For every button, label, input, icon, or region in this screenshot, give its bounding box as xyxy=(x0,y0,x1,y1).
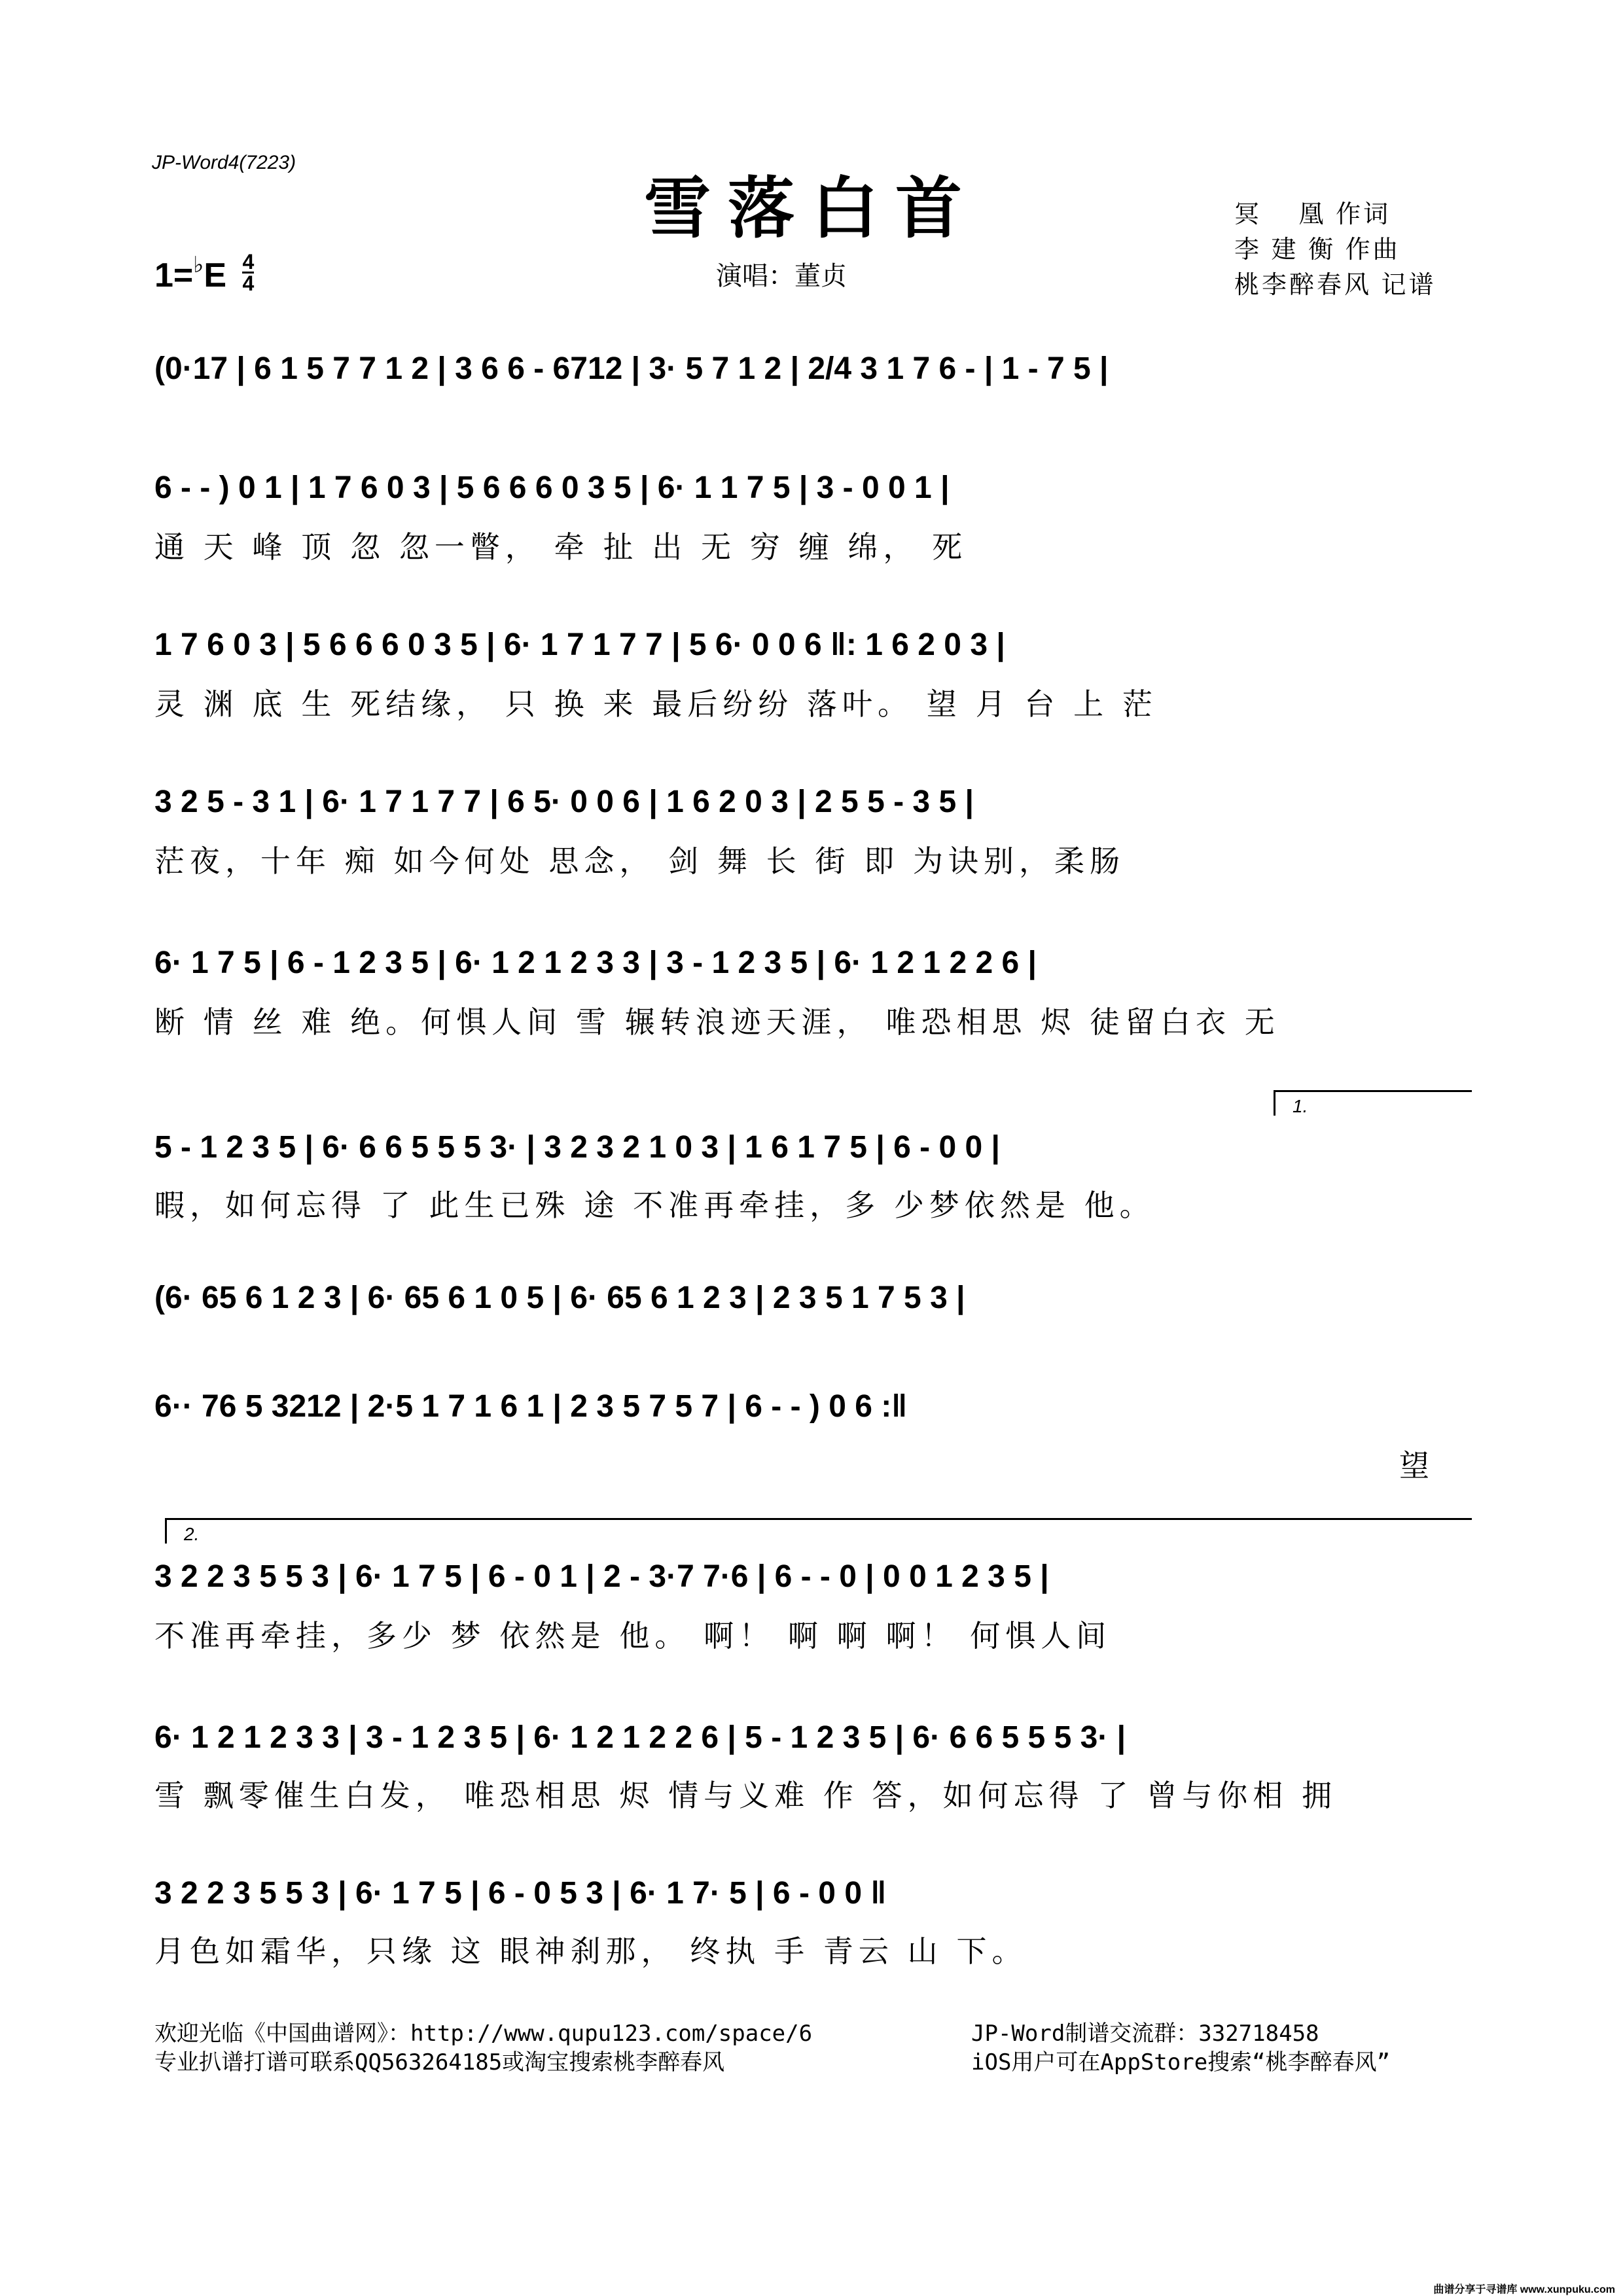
time-denominator: 4 xyxy=(242,272,255,295)
score-row-8-notation: 6·· 76 5 3212 | 2·5 1 7 1 6 1 | 2 3 5 7 5 7 | 6 - - ) 0 6 :‖ xyxy=(154,1389,908,1424)
footer-group: JP-Word制谱交流群：332718458 xyxy=(971,2021,1319,2047)
score-row-11-notation: 3 2 2 3 5 5 3 | 6· 1 7 5 | 6 - 0 5 3 | 6· 1 7· 5 | 6 - 0 0 ‖ xyxy=(154,1876,887,1911)
time-numerator: 4 xyxy=(242,250,255,274)
score-row-1-notation: (0·17 | 6 1 5 7 7 1 2 | 3 6 6 - 6712 | 3· 5 7 1 2 | 2/4 3 1 7 6 - | 1 - 7 5 | xyxy=(154,351,1109,386)
score-row-2-lyrics: 通 天 峰 顶 忽 忽一瞥， 牵 扯 出 无 穷 缠 绵， 死 xyxy=(154,530,968,564)
key-note: E xyxy=(204,256,227,294)
score-row-4-notation: 3 2 5 - 3 1 | 6· 1 7 1 7 7 | 6 5· 0 0 6 | 1 6 2 0 3 | 2 5 5 - 3 5 | xyxy=(154,785,974,819)
volta-bracket-1 xyxy=(1274,1090,1472,1116)
score-row-9-lyrics: 不准再牵挂，多少 梦 依然是 他。 啊！ 啊 啊 啊！ 何惧人间 xyxy=(154,1619,1112,1653)
score-row-10-lyrics: 雪 飘零催生白发， 唯恐相思 烬 情与义难 作 答，如何忘得 了 曾与你相 拥 xyxy=(154,1778,1338,1812)
score-row-5-lyrics: 断 情 丝 难 绝。何惧人间 雪 辗转浪迹天涯， 唯恐相思 烬 徒留白衣 无 xyxy=(154,1005,1280,1039)
score-row-8-lyrics: 望 xyxy=(1399,1449,1435,1483)
score-row-2-notation: 6 - - ) 0 1 | 1 7 6 0 3 | 5 6 6 6 0 3 5 | 6· 1 1 7 5 | 3 - 0 0 1 | xyxy=(154,470,950,505)
page-title: 雪落白首 xyxy=(644,169,979,248)
key-signature xyxy=(154,252,254,295)
composer-credit: 李 建 衡 作曲 xyxy=(1234,236,1400,264)
key-prefix: 1= xyxy=(154,256,194,294)
score-row-3-notation: 1 7 6 0 3 | 5 6 6 6 0 3 5 | 6· 1 7 1 7 7 | 5 6· 0 0 6 ‖: 1 6 2 0 3 | xyxy=(154,627,1005,662)
transcriber-credit: 桃李醉春风 记谱 xyxy=(1234,272,1436,299)
lyricist-credit: 冥 凰 作词 xyxy=(1234,201,1391,228)
time-signature xyxy=(242,252,254,293)
score-row-10-notation: 6· 1 2 1 2 3 3 | 3 - 1 2 3 5 | 6· 1 2 1 2 2 6 | 5 - 1 2 3 5 | 6· 6 6 5 5 5 3· | xyxy=(154,1720,1126,1755)
score-row-6-lyrics: 暇，如何忘得 了 此生已殊 途 不准再牵挂，多 少梦依然是 他。 xyxy=(154,1188,1155,1222)
score-row-4-lyrics: 茫夜，十年 痴 如今何处 思念， 剑 舞 长 街 即 为诀别，柔肠 xyxy=(154,844,1126,878)
score-row-5-notation: 6· 1 7 5 | 6 - 1 2 3 5 | 6· 1 2 1 2 3 3 | 3 - 1 2 3 5 | 6· 1 2 1 2 2 6 | xyxy=(154,945,1037,980)
score-row-6-notation: 5 - 1 2 3 5 | 6· 6 6 5 5 5 3· | 3 2 3 2 1 0 3 | 1 6 1 7 5 | 6 - 0 0 | xyxy=(154,1130,1000,1165)
score-row-7-notation: (6· 65 6 1 2 3 | 6· 65 6 1 0 5 | 6· 65 6 1 2 3 | 2 3 5 1 7 5 3 | xyxy=(154,1280,965,1315)
watermark: 曲谱分享于寻谱库 www.xunpuku.com xyxy=(1433,2284,1615,2295)
footer-contact: 专业扒谱打谱可联系QQ563264185或淘宝搜索桃李醉春风 xyxy=(154,2049,725,2075)
singer-credit: 演唱：董贞 xyxy=(716,262,847,291)
footer-website: 欢迎光临《中国曲谱网》：http://www.qupu123.com/space/6 xyxy=(154,2021,813,2047)
volta-1-label: 1. xyxy=(1293,1096,1308,1116)
volta-bracket-2 xyxy=(165,1518,1472,1544)
score-row-3-lyrics: 灵 渊 底 生 死结缘， 只 换 来 最后纷纷 落叶。 望 月 台 上 茫 xyxy=(154,687,1158,721)
score-row-11-lyrics: 月色如霜华，只缘 这 眼神刹那， 终执 手 青云 山 下。 xyxy=(154,1934,1027,1968)
footer-appstore: iOS用户可在AppStore搜索“桃李醉春风” xyxy=(971,2049,1391,2075)
software-tag: JP-Word4(7223) xyxy=(152,152,296,173)
score-row-9-notation: 3 2 2 3 5 5 3 | 6· 1 7 5 | 6 - 0 1 | 2 - 3·7 7·6 | 6 - - 0 | 0 0 1 2 3 5 | xyxy=(154,1559,1049,1594)
volta-2-label: 2. xyxy=(184,1524,200,1544)
flat-icon: ♭ xyxy=(193,253,204,277)
